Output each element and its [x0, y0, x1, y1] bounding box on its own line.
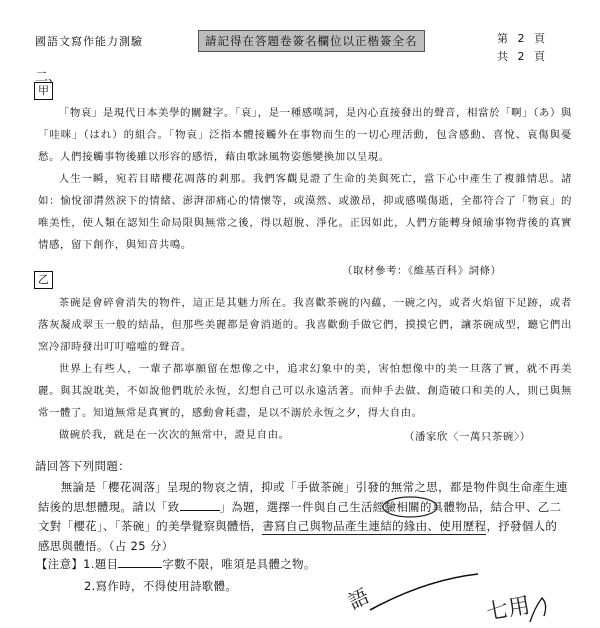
section-label: 二、: [35, 70, 62, 85]
note-label: 【注意】: [36, 557, 84, 571]
passage-b-label: 乙: [34, 271, 53, 289]
passage-b-paragraph-2: 世界上有些人，一輩子都寧願留在想像之中，追求幻象中的美，害怕想像中的美一旦落了實，就不再美麗。與其說耽美，不如說他們耽於永恆，幻想自己可以永遠活著。而伸手去做、創造破口和美的人，則已與無常一體了。知道無常是真實的，感動會耗盡，是以不溺於永恆之夕，得大自由。: [38, 363, 572, 419]
exam-title: 國語文寫作能力測驗: [35, 35, 143, 48]
signature-reminder-banner: 請記得在答題卷簽名欄位以正楷簽全名: [198, 30, 425, 52]
passage-b-paragraph-1: 茶碗是會碎會消失的物件，這正是其魅力所在。我喜歡茶碗的內蘊，一碗之內，或者火焰留下足跡，或者落灰凝成翠玉一般的結晶，但那些美麗都是會消逝的。我喜歡動手做它們，摸摸它們，讓茶碗成型，聽它們出窯冷卻時發出叮叮噹噹的聲音。: [38, 297, 572, 353]
question-text-part-3: ，抒發個人的感思與體悟。（占 25 分）: [38, 519, 558, 553]
note-1-suffix: 字數不限，唯須是具體之物。: [162, 557, 316, 571]
note-line-1: [36, 556, 316, 572]
question-text-part-2: 」為題，選擇一件與自己生活經驗相關的具體物品，結合甲、乙二文對「櫻花」、「茶碗」的美學覺察與體悟，: [38, 499, 562, 533]
note-title-blank: [118, 556, 162, 568]
note-1-prefix: 1.題目: [83, 557, 119, 571]
passage-b-source: （潘家欣〈一萬只茶碗〉）: [404, 431, 531, 443]
question-text-part-1: 無論是「櫻花凋落」呈現的物哀之情，抑或「手做茶碗」引發的無常之思，都是物件與生命產生連結後的思想體現。請以「致: [38, 480, 568, 514]
title-blank: [180, 499, 220, 511]
passage-a-source: （取材參考：《維基百科》詞條）: [342, 265, 502, 277]
note-line-2: 2.寫作時，不得使用詩歌體。: [84, 579, 238, 593]
question-body: [38, 478, 568, 556]
handwriting-marks: [330, 560, 600, 628]
passage-a-paragraph-2: 人生一瞬，宛若目睹櫻花凋落的剎那。我們客觀見證了生命的美與死亡，當下心中產生了複雜情思。諸如：愉悅卻潸然淚下的情緒、澎湃卻痛心的情懷等，或漠然、或激昂，抑或感嘆傷逝，全都符合了「物哀」的唯美性，使人類在認知生命局限與無常之後，得以超脫、淨化。正因如此，人們方能轉身傾瑜事物背後的真實情感，留下創作，與知音共鳴。: [38, 173, 572, 251]
passage-a-paragraph-1: 「物哀」是現代日本美學的關鍵字。「哀」，是一種感嘆詞，是內心直接發出的聲音，相當於「啊」（あ）與「哇咪」（はれ）的組合。「物哀」泛指本體接觸外在事物而生的一切心理活動，包含感動、喜悅、哀傷與憂愁。人們接觸事物後雖以形容的感悟，藉由歌詠風物姿態變換加以呈現。: [38, 107, 572, 163]
circle-annotation: [380, 494, 440, 520]
handwritten-stroke: [370, 574, 478, 610]
passage-b-paragraph-3: 做碗於我，就是在一次次的無常中，證見自由。: [58, 429, 290, 441]
handwritten-mark-2: 七用: [484, 593, 533, 626]
question-intro: 請回答下列問題：: [35, 459, 131, 473]
passage-a: [38, 102, 572, 256]
underlined-instruction: 書寫自己與物品產生連結的緣由、使用歷程: [262, 519, 487, 533]
passage-b-closing: [38, 424, 378, 446]
handwritten-mark-1: 語: [344, 583, 373, 614]
page-number: 第 2 頁: [497, 32, 548, 45]
page-total: 共 2 頁: [497, 50, 548, 63]
passage-b: [38, 292, 572, 424]
passage-a-label: 甲: [34, 82, 53, 100]
